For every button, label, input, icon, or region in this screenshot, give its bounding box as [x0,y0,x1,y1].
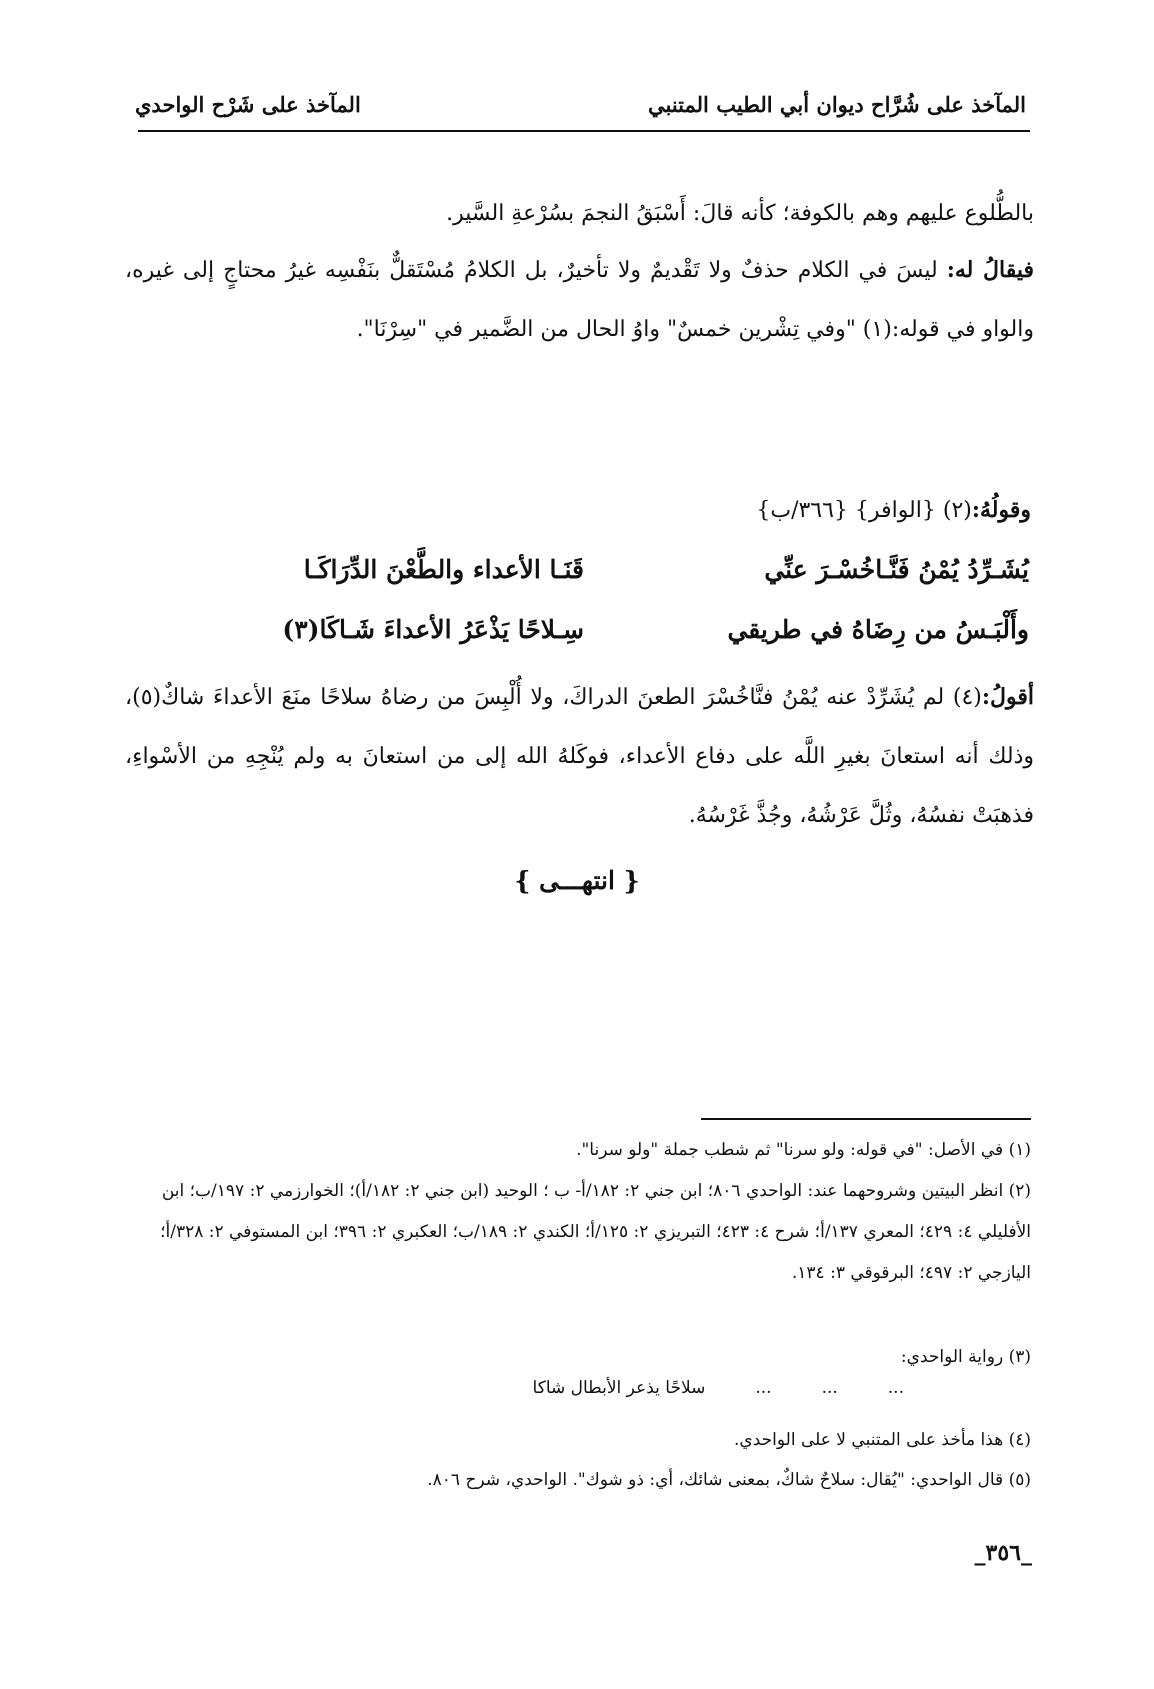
footnote-3: (٣) رواية الواحدي: [900,1347,1031,1367]
footnote-4: (٤) هذا مأخذ على المتنبي لا على الواحدي. [734,1430,1031,1450]
poem-intro [756,497,1031,523]
paragraph-2-text: ليسَ في الكلام حذفٌ ولا تَقْديمٌ ولا تأخيرٌ، بل الكلامُ مُسْتَقلٌّ بنَفْسِه غيرُ محتاجٍ إلى غيره، والواو في قوله:(١) "وفي تِشْرين خمسٌ" واوُ الحال من الضَّمير في "سِرْنَا". [125,258,1034,342]
footnote-3-ellipsis: ... [887,1378,904,1398]
footnote-2: (٢) انظر البيتين وشروحهما عند: الواحدي ٨٠٦؛ ابن جني ٢: ١٨٢/أ- ب ؛ الوحيد (ابن جني ٢: ١٨٢/أ)؛ الخوارزمي ٢: ١٩٧/ب؛ ابن الأفليلي ٤: ٤٢٩؛ المعري ١٣٧/أ؛ شرح ٤: ٤٢٣؛ التبريزي ٢: ١٢٥/أ؛ الكندي ٢: ١٨٩/ب؛ العكبري ٢: ٣٩٦؛ ابن المستوفي ٢: ٣٢٨/أ؛ اليازجي ٢: ٤٩٧؛ البرقوقي ٣: ١٣٤. [160,1181,1031,1283]
paragraph-3-text: (٤) لم يُشَرِّدْ عنه يُمْنُ فنَّاخُسْرَ الطعنَ الدراكَ، ولا أُلْبِسَ من رضاهُ سلاحًا منَعَ الأعداءَ شاكٌ(٥)، وذلك أنه استعانَ بغيرِ اللَّه على دفاع الأعداء، فوكَلهُ الله إلى من استعانَ به ولم يُنْجِهِ من الأسْواءِ، فذهبَتْ نفسُهُ، وثُلَّ عَرْشُهُ، وجُذَّ غَرْسُهُ. [125,685,1034,828]
header-divider [138,130,1030,132]
footnote-5: (٥) قال الواحدي: "يُقال: سلاحٌ شاكٌ، بمعنى شائك، أي: ذو شوك". الواحدي، شرح ٨٠٦. [427,1470,1031,1490]
footnote-1: (١) في الأصل: "في قوله: ولو سرنا" ثم شطب جملة "ولو سرنا". [576,1140,1031,1160]
verse-1-second-hemistich: قَنَـا الأعداء والطَّعْنَ الدِّرَاكَـا [303,555,584,584]
footnote-3-verse [533,1378,904,1398]
paragraph-1: بالطُّلوع عليهم وهم بالكوفة؛ كأنه قالَ: أَسْبَقُ النجمَ بسُرْعةِ السَّير. [446,201,1034,226]
poem-intro-meta: (٢) {الوافر} {٣٦٦/ب} [756,498,972,523]
paragraph-2-lead: فيقالُ له: [946,257,1034,283]
footnote-divider [701,1118,1031,1120]
verse-2-first-hemistich: وأَلْبَـسُ من رِضَاهُ في طريقي [727,615,1029,644]
footnote-3-ellipsis: ... [755,1378,772,1398]
poem-intro-lead: وقولُهُ: [971,497,1031,523]
paragraph-3-lead: أقولُ: [981,684,1034,710]
paragraph-2 [125,241,1034,359]
running-head-book-title: المآخذ على شُرَّاح ديوان أبي الطيب المتنبي [648,92,1026,117]
running-head-section-title: المآخذ على شَرْح الواحدي [135,92,361,117]
verse-1-first-hemistich: يُشَـرِّدُ يُمْنُ فَنَّـاخُسْـرَ عنِّي [764,555,1029,584]
footnote-3-ellipsis: ... [821,1378,838,1398]
verse-2-second-hemistich: سِـلاحًا يَذْعَرُ الأعداءَ شَـاكَا(٣) [282,615,584,644]
ending-mark: { انتهـــى } [514,866,640,895]
page-number: _٣٥٦_ [974,1540,1032,1566]
footnote-3-verse-text: سلاحًا يذعر الأبطال شاكا [532,1378,706,1398]
paragraph-3 [125,668,1034,845]
